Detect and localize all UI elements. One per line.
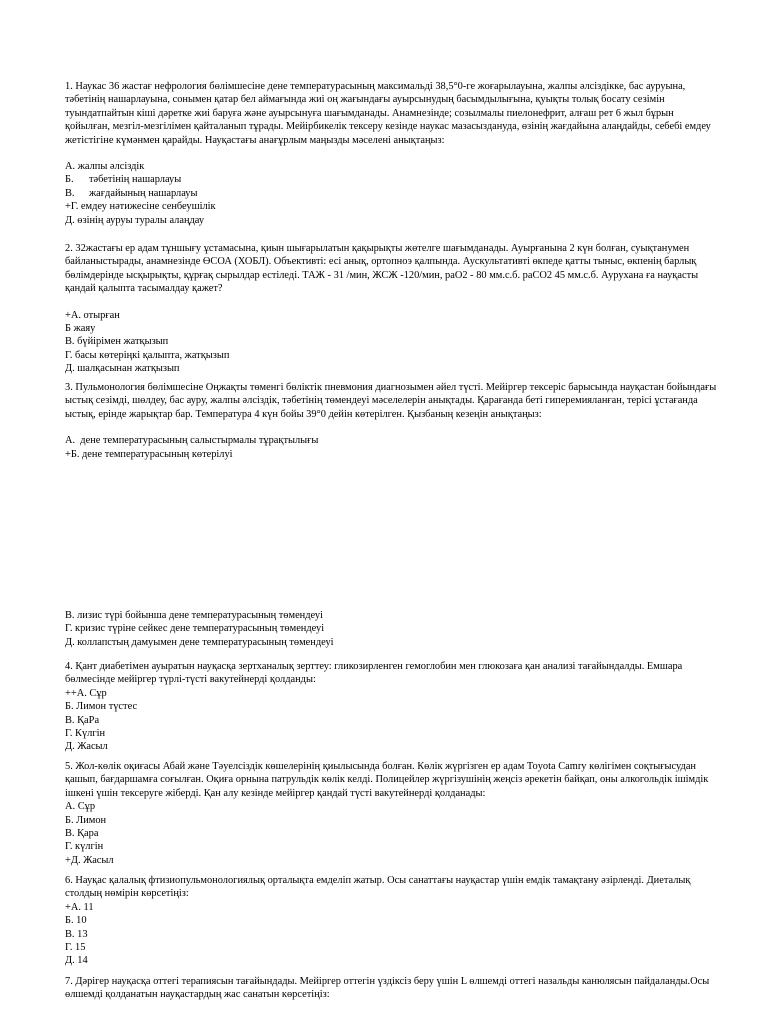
q1-option-b (65, 173, 717, 186)
q3-option-d: Г. кризис түріне сейкес дене температурасының төмендеуі (65, 623, 325, 635)
q5-option-d: Г. күлгін (65, 841, 104, 853)
q3-option-e: Д. коллапстың дамуымен дене температурасының төмендеуі (65, 636, 334, 648)
question-3 (65, 381, 717, 461)
q1-option-d: +Г. емдеу нәтижесіне сенбеушілік (65, 201, 216, 213)
question-7-text: 7. Дәрігер науқасқа оттегі терапиясын тағайындады. Мейіргер оттегін үздіксіз беру үшін L өлшемді оттегі назальды канюлясын пайдаланды.Осы өлшемді қолданатын науқастардың жас санатын көрсетіңіз: (65, 976, 710, 1001)
q5-option-a: А. Сұр (65, 801, 96, 813)
question-7 (65, 975, 717, 1002)
q4-option-c: В. ҚаРа (65, 714, 100, 726)
q3-option-b: +Б. дене температурасының көтерілуі (65, 448, 233, 460)
question-4 (65, 660, 717, 754)
question-2 (65, 242, 717, 376)
q5-option-c: В. Қара (65, 828, 99, 840)
question-1 (65, 80, 717, 227)
q5-option-b: Б. Лимон (65, 814, 107, 826)
q4-option-e: Д. Жасыл (65, 741, 108, 753)
q1-option-c (65, 187, 717, 200)
question-5 (65, 760, 717, 867)
question-4-text: 4. Қант диабетімен ауыратын науқасқа зертханалық зерттеу: гликозирленген гемоглобин мен глюкозаға қан анализі тағайындалды. Емшара бөлмесінде мейіргер түрлі-түсті вакутейнерді қолданды: (65, 661, 683, 686)
q2-option-a: +А. отырған (65, 309, 120, 321)
question-6 (65, 874, 717, 968)
q2-option-e: Д. шалқасынан жатқызып (65, 363, 180, 375)
q2-option-d: Г. басы көтеріңкі қалыпта, жатқызып (65, 349, 230, 361)
question-1-text: 1. Наукас 36 жастағ нефрология бөлімшесіне дене температурасының максимальді 38,5°0-ге жоғарылауына, жалпы әлсіздікке, бас ауруына, тәбетінің нашарлауына, сонымен қатар бел аймағында жиі оң жағындағы ауырсынудың басымдылығына, қуықты толық босату сезімін туындатпайтын кіші дәретке жиі баруға және ауырсынуға шағымданады. Анамнезінде; созылмалы пиелонефрит, алғаш рет 6 жыл бұрын қойылған, мезгіл-мезгілімен қайталанып тұрады. Мейірбикелік тексеру кезінде наукас мазасыздануда, өзінің жағдайына алаңдайды, себебі емдеу жетістігіне күмәнмен қарайды. Науқастағы анағұрлым маңызды мәселені анықтаңыз: (65, 81, 711, 146)
q6-option-a: +А. 11 (65, 901, 94, 913)
q3-option-a: А. дене температурасының салыстырмалы тұрақтылығы (65, 435, 319, 447)
q2-option-b: Б жаяу (65, 323, 96, 335)
q6-option-c: В. 13 (65, 928, 88, 940)
q4-option-a: ++А. Сұр (65, 687, 107, 699)
q6-option-d: Г. 15 (65, 942, 86, 954)
question-5-text: 5. Жол-көлік оқиғасы Абай және Тәуелсіздік көшелерінің қиылысында болған. Көлік жүргізген ер адам Toyota Camry көлігімен соқтығысудан қашып, бағдаршамға соғылған. Оқиға орнына патрульдік көлік келді. Полицейлер жүргізушінің жеңсіз әрекетін байқап, оны алкогольдік ішімдік ішкені үшін тексеруге жіберді. Қан алу кезінде мейіргер қандай түсті вакутейнерді қолданады: (65, 761, 709, 799)
q1-option-c-text: жағдайының нашарлауы (89, 187, 198, 199)
question-3-continued (65, 609, 717, 649)
q5-option-e: +Д. Жасыл (65, 854, 114, 866)
q2-option-c: В. бүйірімен жатқызып (65, 336, 169, 348)
q6-option-b: Б. 10 (65, 915, 87, 927)
q1-option-b-text: тәбетінің нашарлауы (89, 174, 182, 186)
q1-option-b-letter: Б. (65, 174, 74, 186)
question-3-text: 3. Пульмонология бөлімшесіне Оңжақты төменгі бөліктік пневмония диагнозымен әйел түсті. Мейіргер тексеріс барысында науқастан бойындағы ыстық сезімді, шөлдеу, бас ауру, жалпы әлсіздік, тәбетінің төмендеуі мәселелерін анықтады. Қарағанда беті гиперемияланған, терісі ұстағанда ыстық, ерінде жарықтар бар. Температура 4 күн бойы 39°0 дейін көтерілген. Қызбаның кезеңін анықтаңыз: (65, 382, 717, 420)
question-2-text: 2. 32жастағы ер адам тұншығу ұстамасына, қиын шығарылатын қақырықты жөтелге шағымданады. Ауырғанына 2 күн болған, суықтанумен байланыстырады, анамнезінде ӨСОА (ХОБЛ). Объективті: есі анық, ортопноэ қалпында. Аускультативті өкпеде қатты тыныс, өкпенің барлық бөлімдерінде ысқырықты, құрғақ сырылдар естіледі. ТАЖ - 31 /мин, ЖСЖ -120/мин, раО2 - 80 мм.с.б. раСО2 45 мм.с.б. Аурухана ға науқасты қандай қалыпта тасымалдау қажет? (65, 243, 699, 295)
question-6-text: 6. Науқас қалалық фтизиопульмонологиялық орталықта емделіп жатыр. Осы санаттағы науқастар үшін емдік тамақтану әзірленді. Диеталық столдың нөмірін көрсетіңіз: (65, 875, 691, 900)
q4-option-d: Г. Күлгін (65, 728, 106, 740)
q3-option-c: В. лизис түрі бойынша дене температурасының төмендеуі (65, 610, 323, 621)
q4-option-b: Б. Лимон түстес (65, 701, 138, 713)
q1-option-a: А. жалпы әлсіздік (65, 161, 145, 173)
q6-option-e: Д. 14 (65, 955, 88, 967)
q1-option-e: Д. өзінің ауруы туралы алаңдау (65, 214, 205, 226)
q1-option-c-letter: В. (65, 187, 75, 199)
